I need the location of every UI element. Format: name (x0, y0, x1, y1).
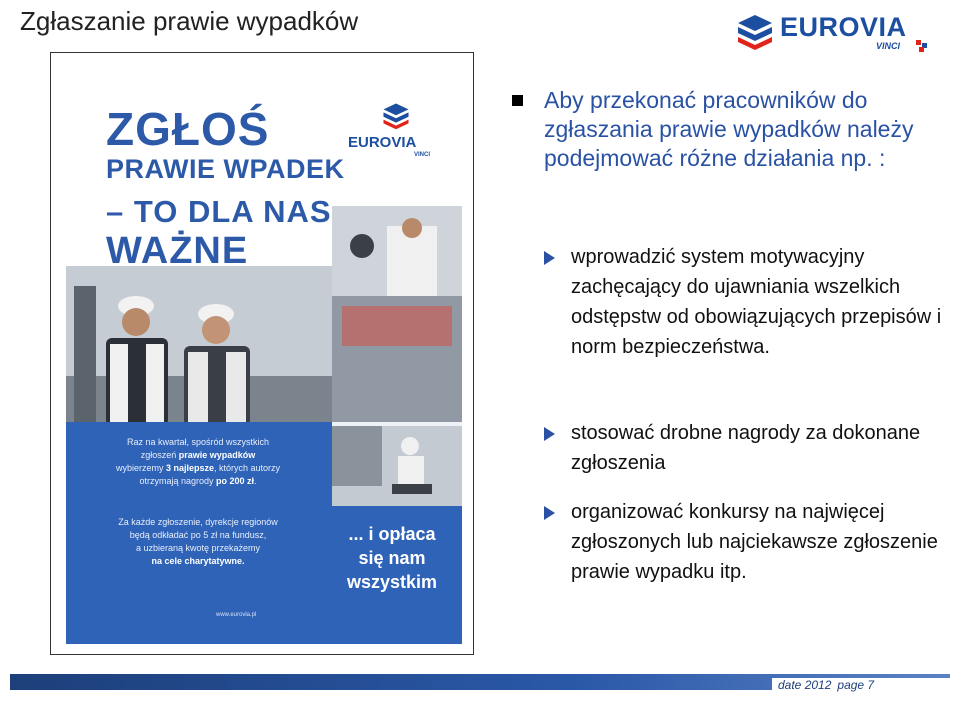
poster-text-block-2 (80, 516, 316, 568)
triangle-bullet-icon (544, 427, 555, 441)
poster-text-line: Za każde zgłoszenie, dyrekcje regionów (118, 517, 278, 527)
poster-tagline-line: się nam (358, 548, 426, 568)
triangle-bullet-icon (544, 251, 555, 265)
poster-headline-line-2: PRAWIE WPADEK (106, 154, 345, 184)
logo-wordmark: EUROVIA (780, 12, 907, 42)
slide-title: Zgłaszanie prawie wypadków (20, 6, 359, 36)
poster-text-bold: po 200 zł (216, 476, 255, 486)
sub-bullet-2: stosować drobne nagrody za dokonane zgłoszenia (571, 422, 921, 474)
safety-poster (66, 66, 462, 644)
square-bullet-icon (512, 95, 523, 106)
poster-text-block-1 (80, 436, 316, 488)
poster-tagline-line: ... i opłaca (348, 524, 436, 544)
logo-sub-brand: VINCI (876, 41, 901, 51)
poster-url: www.eurovia.pl (216, 612, 257, 618)
poster-headline-line-1: ZGŁOŚ (106, 103, 270, 155)
poster-text-bold: 3 najlepsze (165, 463, 215, 473)
poster-text-fragment: wybierzemy (115, 463, 164, 473)
poster-headline-line-3: – TO DLA NAS (106, 194, 332, 229)
poster-text-line: na cele charytatywne. (151, 556, 245, 566)
sub-bullet-1: wprowadzić system motywacyjny zachęcający do ujawniania wszelkich odstępstw od obowiązujących przepisów i norm bezpieczeństwa. (571, 246, 942, 358)
footer-date: date 2012 (778, 678, 832, 692)
poster-text-bold: prawie wypadków (178, 450, 256, 460)
triangle-bullet-icon (544, 506, 555, 520)
footer-info (778, 678, 874, 692)
kneeling-worker-photo-icon (332, 426, 462, 506)
poster-tagline-line: wszystkim (346, 572, 438, 592)
poster-text-line (80, 462, 316, 475)
poster-text-line: Raz na kwartał, spośród wszystkich (126, 437, 270, 447)
poster-tagline (322, 522, 462, 594)
eurovia-logo (736, 10, 946, 56)
poster-logo-box (332, 66, 462, 206)
poster-logo-wordmark: EUROVIA (348, 134, 417, 151)
main-bullet-text: Aby przekonać pracowników do zgłaszania prawie wypadków należy podejmować różne działania np. : (544, 87, 914, 171)
poster-logo-sub-brand: VINCI (414, 152, 431, 158)
vinci-mark-icon (916, 40, 930, 52)
sub-bullet-3: organizować konkursy na najwięcej zgłoszonych lub najciekawsze zgłoszenie prawie wypadku itp. (571, 501, 938, 583)
poster-eurovia-mark-icon (382, 102, 410, 130)
poster-text-line (80, 475, 316, 488)
poster-text-fragment: , których autorzy (214, 463, 281, 473)
eurovia-mark-icon (736, 13, 774, 51)
poster-photo-worker-kneeling (332, 426, 462, 506)
poster-text-line: a uzbieraną kwotę przekażemy (135, 543, 261, 553)
poster-text-line: będą odkładać po 5 zł na fundusz, (129, 530, 267, 540)
poster-text-fragment: . (254, 476, 257, 486)
poster-headline-line-4: WAŻNE (106, 230, 249, 272)
poster-text-fragment: zgłoszeń (140, 450, 177, 460)
site-photo-icon (332, 206, 462, 426)
footer-page: page 7 (837, 678, 875, 692)
poster-text-line (80, 449, 316, 462)
poster-text-fragment: otrzymają nagrody (139, 476, 214, 486)
poster-photo-site (332, 206, 462, 426)
